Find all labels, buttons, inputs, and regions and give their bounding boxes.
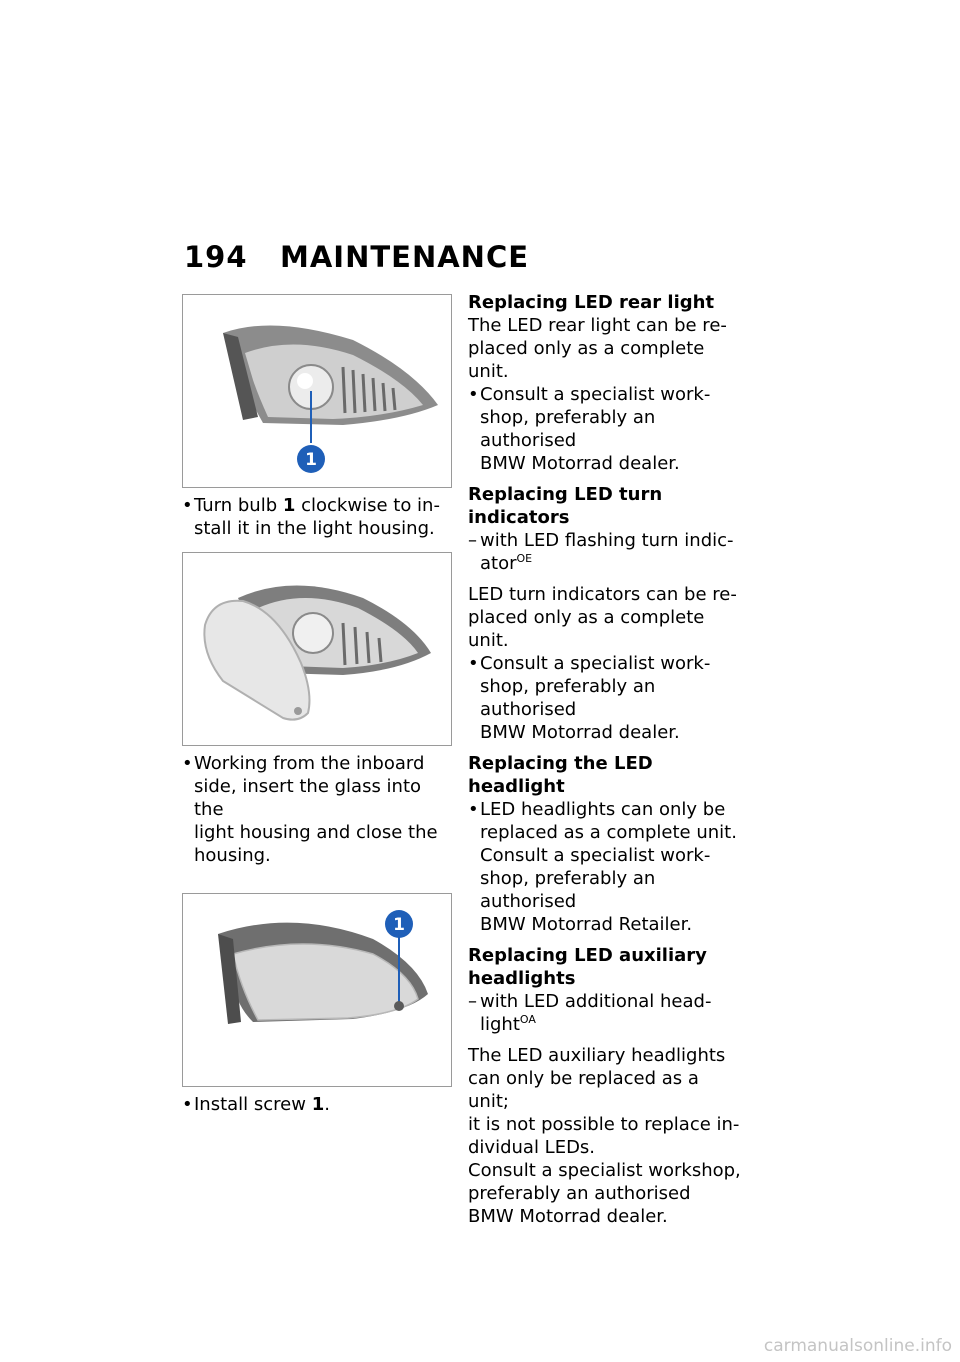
- callout-label: 1: [393, 915, 405, 935]
- page-number: 194: [184, 240, 248, 274]
- step-turn-bulb: • Turn bulb 1 clockwise to in- stall it in the light housing.: [182, 495, 440, 539]
- heading-rear-light: Replacing LED rear light: [468, 292, 715, 313]
- right-column: [468, 291, 743, 1228]
- heading-auxiliary-headlights: Replacing LED auxiliary headlights: [468, 945, 707, 989]
- body-turn-indicators: LED turn indicators can be re- placed only as a complete unit.: [468, 584, 737, 651]
- bullet-rear-light: • Consult a specialist work- shop, preferably an authorised BMW Motorrad dealer.: [468, 384, 711, 474]
- figure-glass: [182, 552, 452, 746]
- heading-turn-indicators: Replacing LED turn indicators: [468, 484, 663, 528]
- step-insert-glass: • Working from the inboard side, insert the glass into the light housing and close the housing.: [182, 753, 438, 866]
- bulb-illustration: [183, 295, 451, 487]
- figure-screw: [182, 893, 452, 1087]
- body-rear-light: The LED rear light can be re- placed only as a complete unit.: [468, 315, 727, 382]
- body-auxiliary-consult: Consult a specialist workshop, preferably an authorised BMW Motorrad dealer.: [468, 1160, 741, 1227]
- option-additional-headlight: – with LED additional head- light$^{OA}$: [468, 991, 712, 1035]
- footer-watermark: carmanualsonline.info: [763, 1336, 952, 1356]
- figure-bulb: [182, 294, 452, 488]
- callout-label: 1: [305, 450, 317, 470]
- page-header: [184, 240, 529, 274]
- screw-illustration: [183, 894, 451, 1086]
- page-title: MAINTENANCE: [280, 240, 530, 274]
- option-turn-indicator: – with LED flashing turn indic- ator$^{OE}$: [468, 530, 734, 574]
- bullet-headlight: • LED headlights can only be replaced as a complete unit. Consult a specialist work- shop, preferably an authorised BMW Motorrad Retailer.: [468, 799, 737, 935]
- bullet-turn-indicators: • Consult a specialist work- shop, preferably an authorised BMW Motorrad dealer.: [468, 653, 711, 743]
- body-auxiliary-headlights: The LED auxiliary headlights can only be replaced as a unit; it is not possible to replace in- dividual LEDs.: [468, 1045, 740, 1158]
- left-column: [182, 294, 452, 1116]
- heading-headlight: Replacing the LED headlight: [468, 753, 653, 797]
- step-install-screw: • Install screw 1.: [182, 1094, 330, 1115]
- glass-illustration: [183, 553, 451, 745]
